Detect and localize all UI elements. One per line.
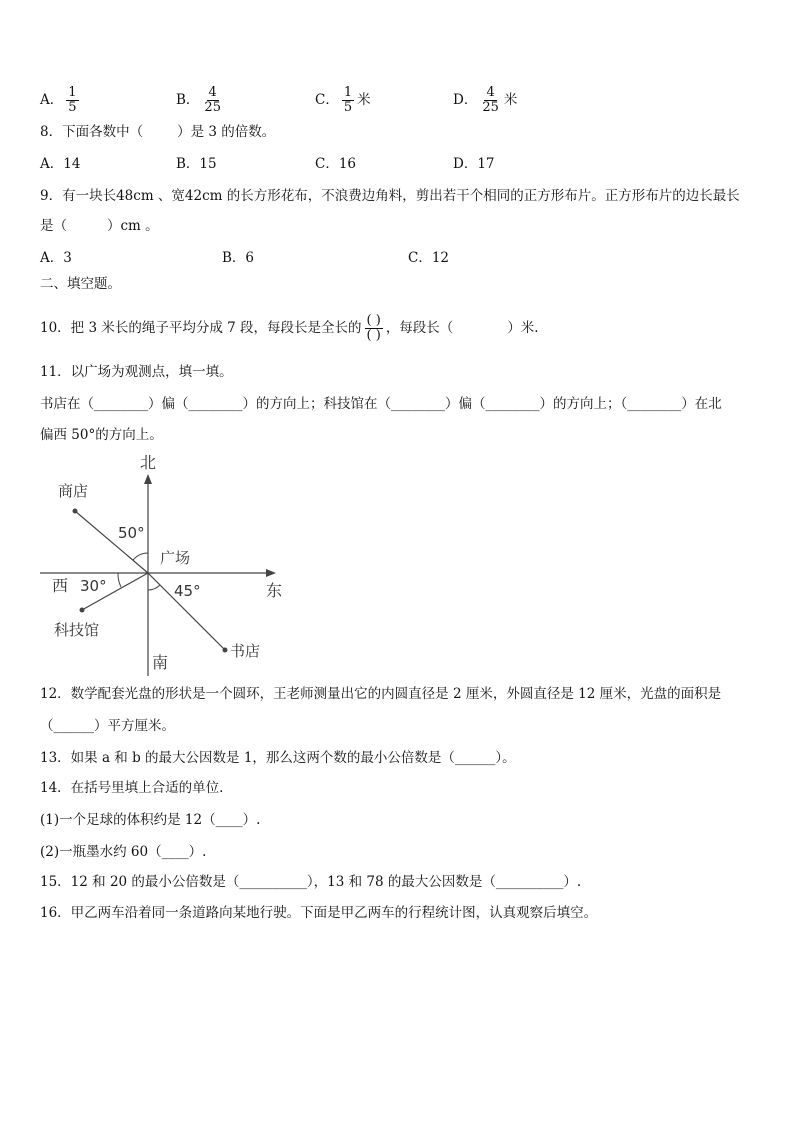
q16-stem: 16．甲乙两车沿着同一条道路向某地行驶。下面是甲乙两车的行程统计图，认真观察后填空。 <box>40 905 598 921</box>
shop-point <box>73 509 78 514</box>
q12-line1: 12．数学配套光盘的形状是一个圆环，王老师测量出它的内圆直径是 2 厘米，外圆直径是 12 厘米，光盘的面积是 <box>40 686 722 702</box>
q9-option-b: B．6 <box>222 250 255 266</box>
q9-line2 <box>40 216 159 236</box>
q10-text-c: ）米. <box>507 320 539 336</box>
denominator: 25 <box>482 100 499 115</box>
label-north: 北 <box>140 453 157 472</box>
section-heading: 二、填空题。 <box>40 276 121 292</box>
unit: 米 <box>357 92 371 108</box>
q12-line2: （______）平方厘米。 <box>40 718 175 734</box>
q8-option-c: C．16 <box>315 156 357 172</box>
numerator: 4 <box>486 85 495 100</box>
fraction <box>480 86 501 115</box>
angle-arc-30 <box>118 573 121 587</box>
numerator: 1 <box>68 85 77 100</box>
fraction <box>342 86 354 115</box>
q10-text-a: 10．把 3 米长的绳子平均分成 7 段，每段长是全长的 <box>40 320 362 336</box>
q15-stem: 15．12 和 20 的最小公倍数是（__________），13 和 78 的最大公因数是（__________）. <box>40 874 582 890</box>
q7-option-a <box>40 86 82 115</box>
q9-line1: 9．有一块长48cm 、宽42cm 的长方形花布，不浪费边角料，剪出若干个相同的正方形布片。正方形布片的边长最长 <box>40 188 740 204</box>
q8-option-d: D．17 <box>453 156 495 172</box>
denominator: 5 <box>68 100 77 115</box>
q14-line3: (2)一瓶墨水约 60（____）. <box>40 844 207 860</box>
q9-text-b: ）cm 。 <box>107 218 159 234</box>
denominator: ( ) <box>366 328 381 343</box>
q10-stem <box>40 314 539 343</box>
q8-stem <box>40 122 275 142</box>
label-west: 西 <box>52 576 69 595</box>
ray-shop <box>75 511 148 573</box>
denominator: 5 <box>343 100 353 115</box>
q8-text-a: 8．下面各数中（ <box>40 124 144 140</box>
q14-line1: 14．在括号里填上合适的单位. <box>40 780 224 796</box>
angle-arc-45 <box>148 585 160 590</box>
museum-point <box>80 608 85 613</box>
option-label: C． <box>315 92 339 108</box>
label-museum: 科技馆 <box>54 621 100 639</box>
q11-line3: 偏西 50°的方向上。 <box>40 427 163 443</box>
angle-arc-50 <box>133 553 148 560</box>
denominator: 25 <box>204 100 221 115</box>
q13-stem: 13．如果 a 和 b 的最大公因数是 1，那么这两个数的最小公倍数是（______）。 <box>40 750 516 766</box>
q7-option-d <box>453 86 517 115</box>
label-angle-30: 30° <box>80 577 107 595</box>
q8-option-a: A．14 <box>40 156 81 172</box>
q10-text-b: ，每段长（ <box>385 320 454 336</box>
option-label: A． <box>40 92 64 108</box>
label-south: 南 <box>152 653 169 672</box>
fraction-blank[interactable] <box>365 314 383 343</box>
q14-line2: (1)一个足球的体积约是 12（____）. <box>40 812 261 828</box>
direction-diagram <box>40 450 300 680</box>
q9-option-c: C．12 <box>408 250 450 266</box>
label-shop: 商店 <box>58 482 89 500</box>
option-label: B． <box>176 92 200 108</box>
q8-text-b: ）是 3 的倍数。 <box>177 124 276 140</box>
numerator: 1 <box>343 85 353 100</box>
q7-option-c <box>315 86 371 115</box>
numerator: ( ) <box>366 313 381 328</box>
q7-option-b <box>176 86 226 115</box>
bookstore-point <box>223 648 228 653</box>
label-east: 东 <box>266 581 283 600</box>
fraction <box>202 86 223 115</box>
north-arrow-icon <box>144 474 152 484</box>
unit: 米 <box>503 92 518 108</box>
option-label: D． <box>453 92 478 108</box>
label-bookstore: 书店 <box>230 642 261 660</box>
fraction <box>66 86 78 115</box>
q9-option-a: A．3 <box>40 250 72 266</box>
label-angle-50: 50° <box>118 524 145 542</box>
label-angle-45: 45° <box>174 582 201 600</box>
label-center: 广场 <box>160 549 191 567</box>
q8-option-b: B．15 <box>176 156 217 172</box>
q11-line1: 11．以广场为观测点，填一填。 <box>40 364 233 380</box>
q9-text-a: 是（ <box>40 218 67 234</box>
east-arrow-icon <box>266 569 276 577</box>
numerator: 4 <box>208 85 217 100</box>
q11-line2: 书店在（________）偏（________）的方向上；科技馆在（________）偏（________）的方向上；（________）在北 <box>40 396 722 412</box>
